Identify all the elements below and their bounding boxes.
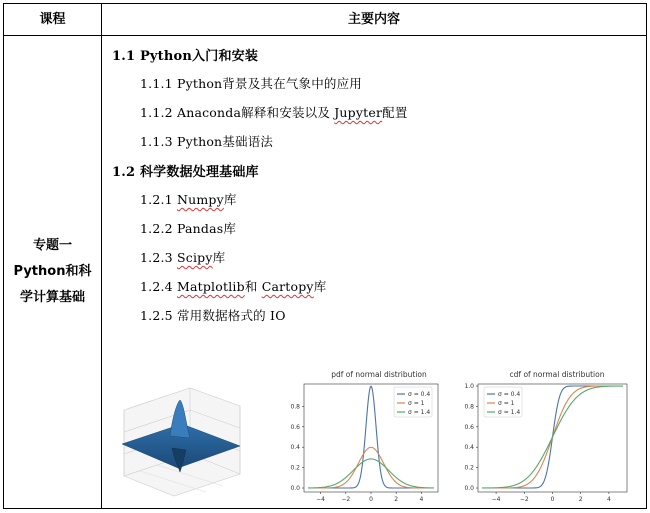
section-heading: 1.1 Python入门和安装 bbox=[112, 49, 259, 64]
item-text: 1.2.3 bbox=[140, 250, 177, 265]
cdf-chart bbox=[457, 366, 632, 506]
pdf-y-tick-label: 0.6 bbox=[290, 423, 300, 431]
pdf-x-tick-label: −4 bbox=[316, 496, 326, 503]
pdf-y-tick-label: 0.2 bbox=[290, 464, 300, 472]
cdf-x-tick-label: 0 bbox=[550, 496, 555, 503]
course-name-cell bbox=[4, 36, 101, 508]
course-line: Python和科 bbox=[13, 264, 92, 279]
item-text: 库 bbox=[313, 279, 327, 294]
cdf-x-tick-label: 4 bbox=[606, 496, 611, 503]
course-table bbox=[3, 3, 647, 509]
pdf-chart bbox=[282, 366, 444, 506]
subsection-item: 1.2.2 Pandas库 bbox=[140, 221, 237, 236]
cdf-y-tick-label: 0.6 bbox=[464, 423, 474, 431]
pdf-legend-label: σ = 0.4 bbox=[408, 391, 431, 398]
cdf-y-tick-label: 1.0 bbox=[464, 383, 474, 390]
item-term: Jupyter bbox=[334, 105, 383, 120]
header-content: 主要内容 bbox=[347, 12, 400, 27]
section-heading: 1.2 科学数据处理基础库 bbox=[112, 165, 259, 180]
item-term: Numpy bbox=[176, 192, 224, 207]
item-term: Scipy bbox=[176, 250, 213, 265]
item-text: 配置 bbox=[382, 105, 408, 120]
item-text: 和 bbox=[244, 279, 262, 294]
surface-plot-figure bbox=[112, 366, 247, 506]
subsection-item bbox=[140, 190, 237, 208]
pdf-x-tick-label: −2 bbox=[341, 496, 351, 503]
cdf-y-tick-label: 0.8 bbox=[464, 403, 474, 411]
item-text: 1.2.1 bbox=[140, 192, 177, 207]
subsection-item: 1.1.1 Python背景及其在气象中的应用 bbox=[140, 76, 363, 91]
cdf-legend-label: σ = 1 bbox=[498, 400, 515, 407]
pdf-x-tick-label: 0 bbox=[369, 496, 373, 503]
pdf-y-tick-label: 0.8 bbox=[290, 403, 300, 411]
pdf-chart-title: pdf of normal distribution bbox=[331, 370, 427, 379]
cdf-y-tick-label: 0.0 bbox=[464, 485, 474, 492]
subsection-item bbox=[140, 277, 326, 295]
pdf-legend-label: σ = 1.4 bbox=[408, 409, 431, 416]
subsection-item: 1.2.5 常用数据格式的 IO bbox=[140, 308, 286, 323]
subsection-item: 1.1.3 Python基础语法 bbox=[140, 134, 274, 149]
cdf-y-tick-label: 0.4 bbox=[464, 444, 474, 452]
course-line: 学计算基础 bbox=[19, 290, 85, 305]
subsection-item bbox=[140, 248, 225, 266]
pdf-y-tick-label: 0.0 bbox=[290, 485, 300, 492]
pdf-legend bbox=[394, 387, 432, 417]
cdf-x-tick-label: −4 bbox=[491, 496, 501, 503]
cdf-legend-label: σ = 1.4 bbox=[498, 409, 521, 416]
cdf-legend bbox=[484, 387, 522, 417]
cdf-x-tick-label: 2 bbox=[578, 496, 583, 503]
cdf-legend-label: σ = 0.4 bbox=[498, 391, 521, 398]
content-cell bbox=[102, 36, 646, 508]
item-text: 库 bbox=[223, 192, 237, 207]
item-text: 1.1.2 Anaconda解释和安装以及 bbox=[140, 105, 335, 120]
header-course: 课程 bbox=[39, 12, 66, 27]
cdf-y-tick-label: 0.2 bbox=[464, 464, 474, 472]
pdf-y-tick-label: 0.4 bbox=[290, 444, 300, 452]
pdf-x-tick-label: 2 bbox=[394, 496, 399, 503]
pdf-legend-label: σ = 1 bbox=[408, 400, 425, 407]
course-line: 专题一 bbox=[32, 238, 72, 253]
pdf-x-tick-label: 4 bbox=[419, 496, 424, 503]
item-term: Matplotlib bbox=[176, 279, 245, 294]
item-text: 库 bbox=[212, 250, 226, 265]
item-term: Cartopy bbox=[261, 279, 314, 294]
item-text: 1.2.4 bbox=[140, 279, 177, 294]
cdf-x-tick-label: −2 bbox=[519, 496, 529, 503]
subsection-item bbox=[140, 103, 408, 121]
cdf-chart-title: cdf of normal distribution bbox=[509, 370, 605, 379]
